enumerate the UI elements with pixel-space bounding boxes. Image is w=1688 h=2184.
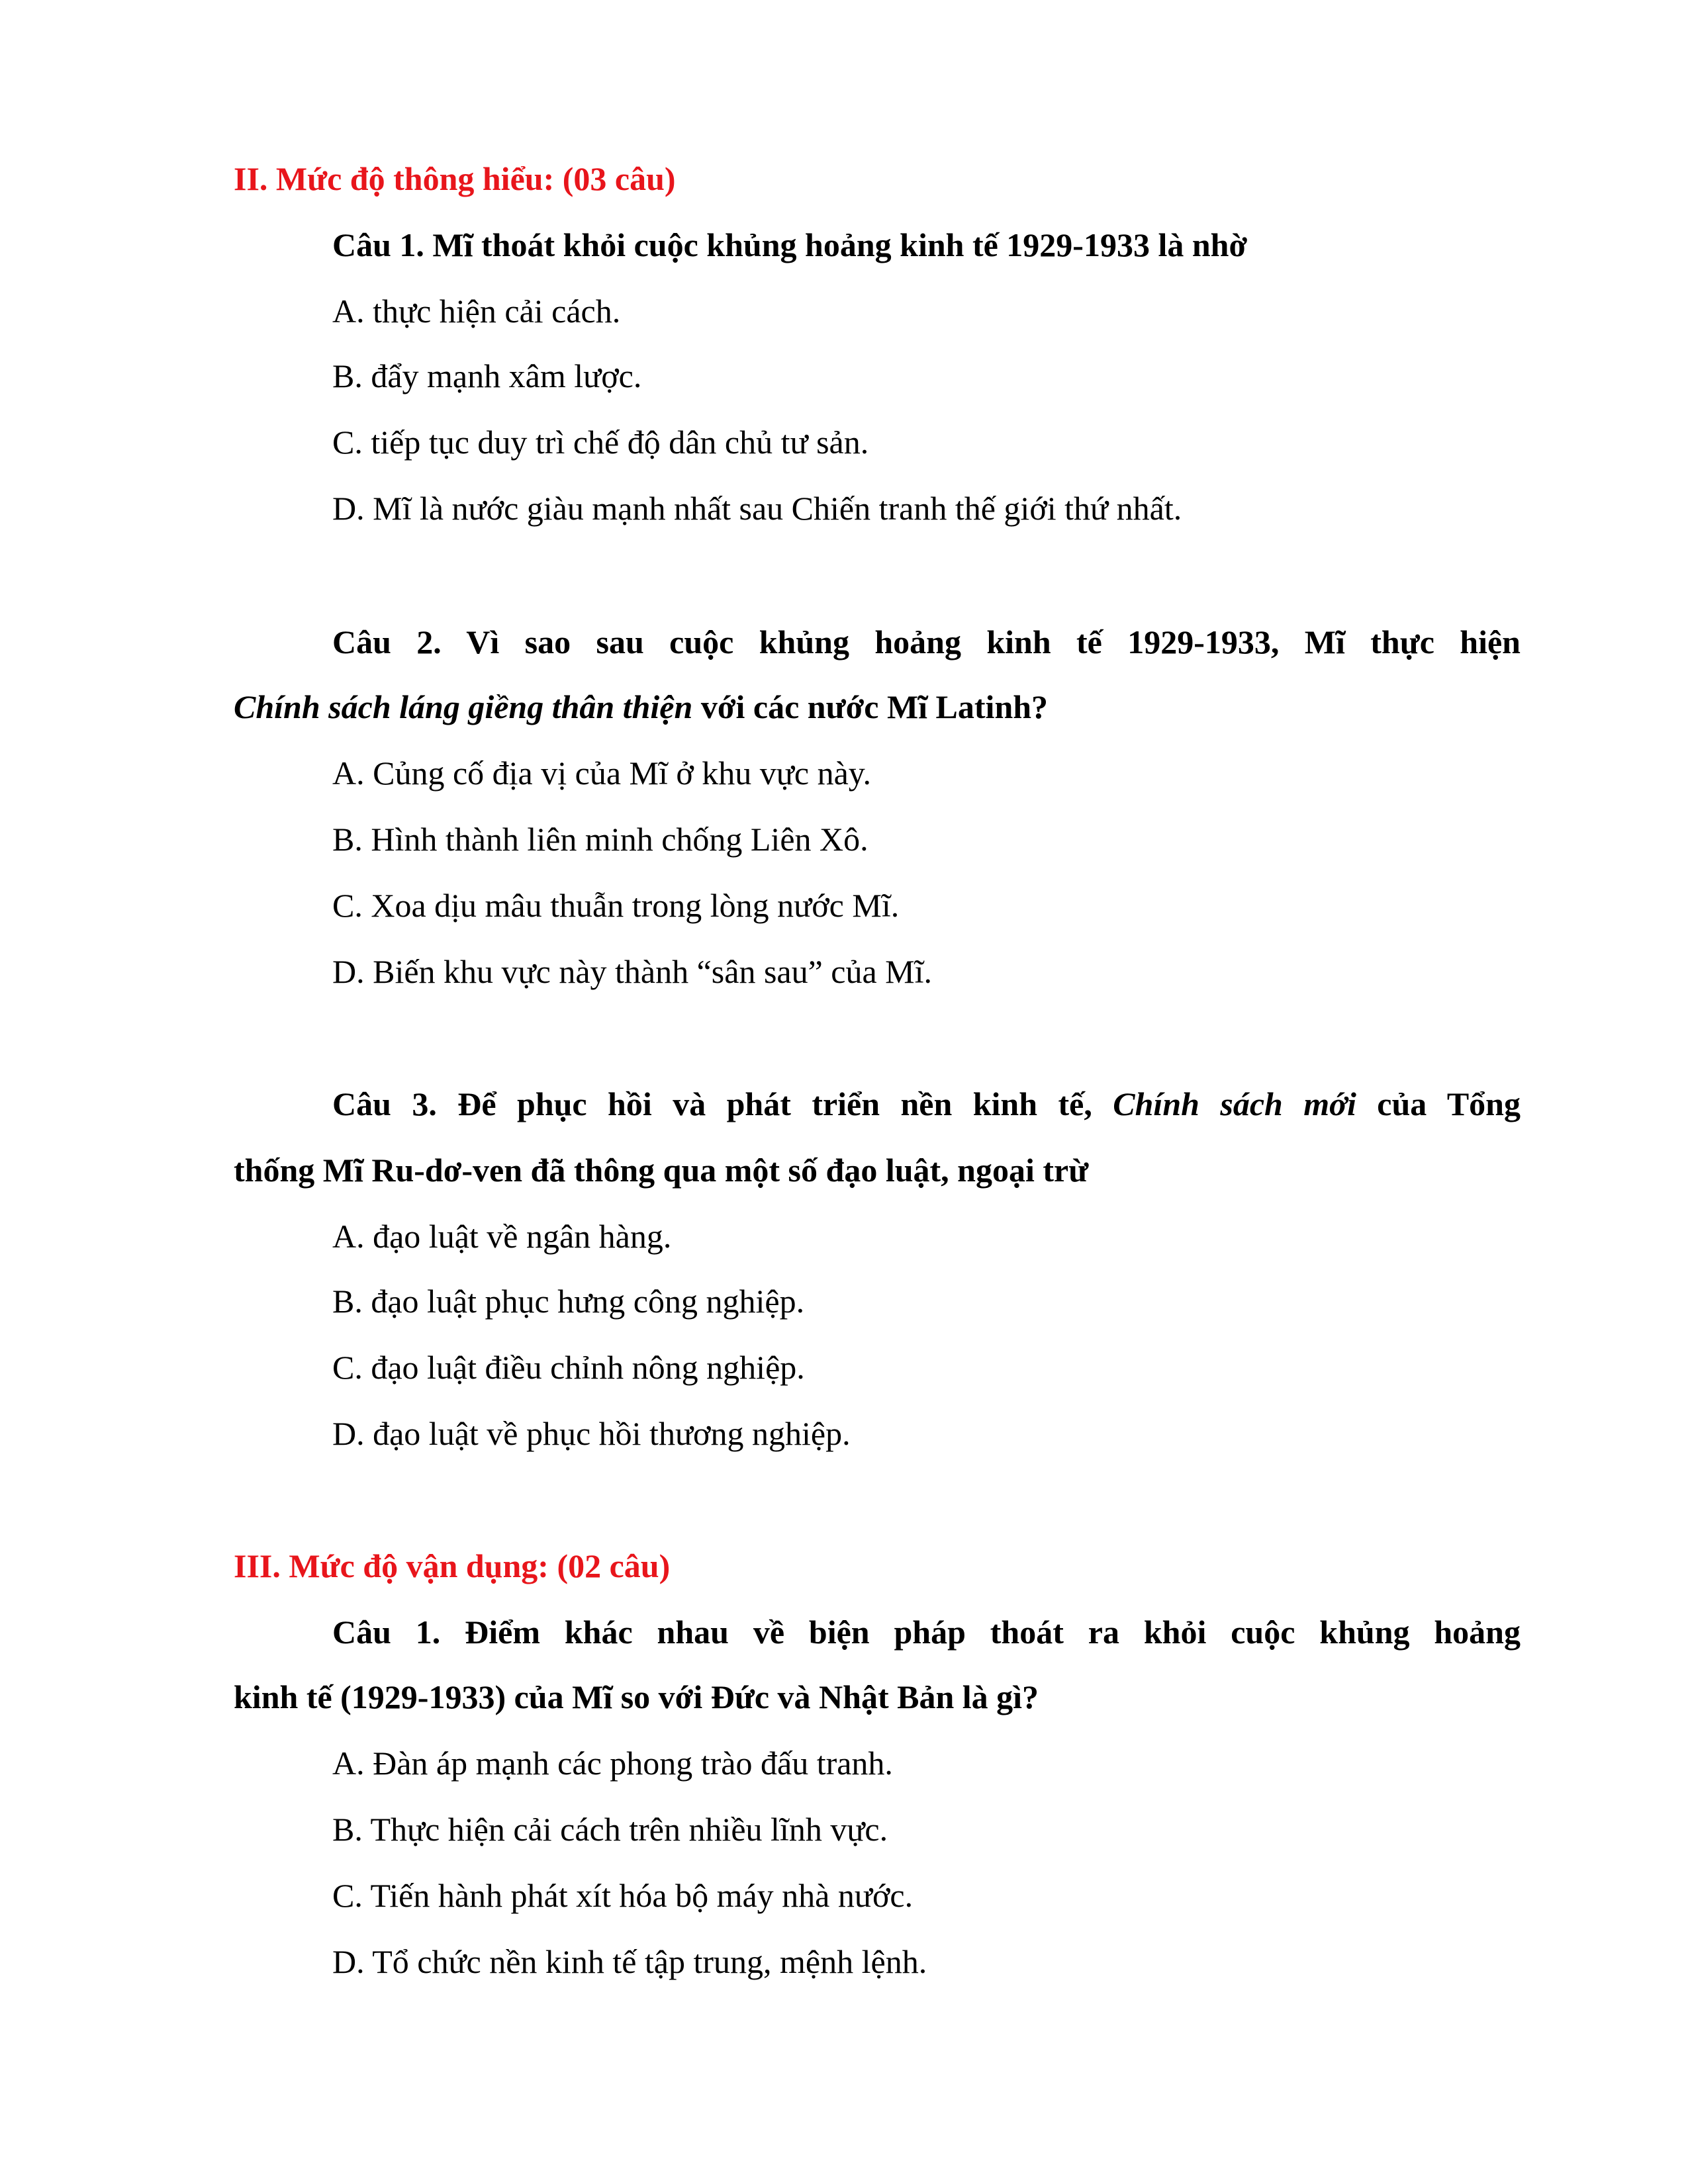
question-2-option-c: C. Xoa dịu mâu thuẫn trong lòng nước Mĩ. bbox=[332, 887, 900, 924]
section-heading-comprehension: II. Mức độ thông hiểu: (03 câu) bbox=[234, 160, 676, 197]
question-3-option-d: D. đạo luật về phục hồi thương nghiệp. bbox=[332, 1415, 851, 1452]
question-2-policy-name: Chính sách láng giềng thân thiện bbox=[234, 688, 693, 725]
question-3-stem-line-1 bbox=[332, 1084, 1521, 1124]
application-question-1-option-b: B. Thực hiện cải cách trên nhiều lĩnh vực. bbox=[332, 1811, 888, 1848]
question-3-stem-b: của Tổng bbox=[1356, 1085, 1521, 1122]
question-3-stem-line-2: thống Mĩ Ru-dơ-ven đã thông qua một số đạo luật, ngoại trừ bbox=[234, 1152, 1089, 1189]
question-1-option-b: B. đẩy mạnh xâm lược. bbox=[332, 357, 642, 394]
question-1-stem: Câu 1. Mĩ thoát khỏi cuộc khủng hoảng kinh tế 1929-1933 là nhờ bbox=[332, 226, 1248, 263]
application-question-1-option-d: D. Tổ chức nền kinh tế tập trung, mệnh lệnh. bbox=[332, 1943, 927, 1980]
question-3-stem-a: Câu 3. Để phục hồi và phát triển nền kinh tế, bbox=[332, 1085, 1113, 1122]
question-1-option-d: D. Mĩ là nước giàu mạnh nhất sau Chiến tranh thế giới thứ nhất. bbox=[332, 490, 1182, 527]
question-1-option-c: C. tiếp tục duy trì chế độ dân chủ tư sản. bbox=[332, 424, 869, 461]
question-2-stem-line-2 bbox=[234, 687, 1048, 727]
question-1-option-a: A. thực hiện cải cách. bbox=[332, 293, 621, 330]
question-2-option-b: B. Hình thành liên minh chống Liên Xô. bbox=[332, 821, 868, 858]
application-question-1-stem-line-2: kinh tế (1929-1933) của Mĩ so với Đức và Nhật Bản là gì? bbox=[234, 1678, 1039, 1715]
question-2-option-a: A. Củng cố địa vị của Mĩ ở khu vực này. bbox=[332, 754, 872, 792]
question-3-option-c: C. đạo luật điều chỉnh nông nghiệp. bbox=[332, 1349, 805, 1386]
section-heading-application: III. Mức độ vận dụng: (02 câu) bbox=[234, 1547, 671, 1584]
application-question-1-option-c: C. Tiến hành phát xít hóa bộ máy nhà nước. bbox=[332, 1877, 914, 1914]
question-2-stem-rest: với các nước Mĩ Latinh? bbox=[692, 688, 1049, 725]
application-question-1-option-a: A. Đàn áp mạnh các phong trào đấu tranh. bbox=[332, 1745, 893, 1782]
question-3-option-a: A. đạo luật về ngân hàng. bbox=[332, 1218, 672, 1255]
question-3-policy-name: Chính sách mới bbox=[1113, 1085, 1356, 1122]
question-2-option-d: D. Biến khu vực này thành “sân sau” của Mĩ. bbox=[332, 953, 933, 990]
question-2-stem-line-1: Câu 2. Vì sao sau cuộc khủng hoảng kinh tế 1929-1933, Mĩ thực hiện bbox=[332, 623, 1521, 660]
application-question-1-stem-line-1: Câu 1. Điểm khác nhau về biện pháp thoát ra khỏi cuộc khủng hoảng bbox=[332, 1614, 1521, 1651]
question-3-option-b: B. đạo luật phục hưng công nghiệp. bbox=[332, 1283, 805, 1320]
